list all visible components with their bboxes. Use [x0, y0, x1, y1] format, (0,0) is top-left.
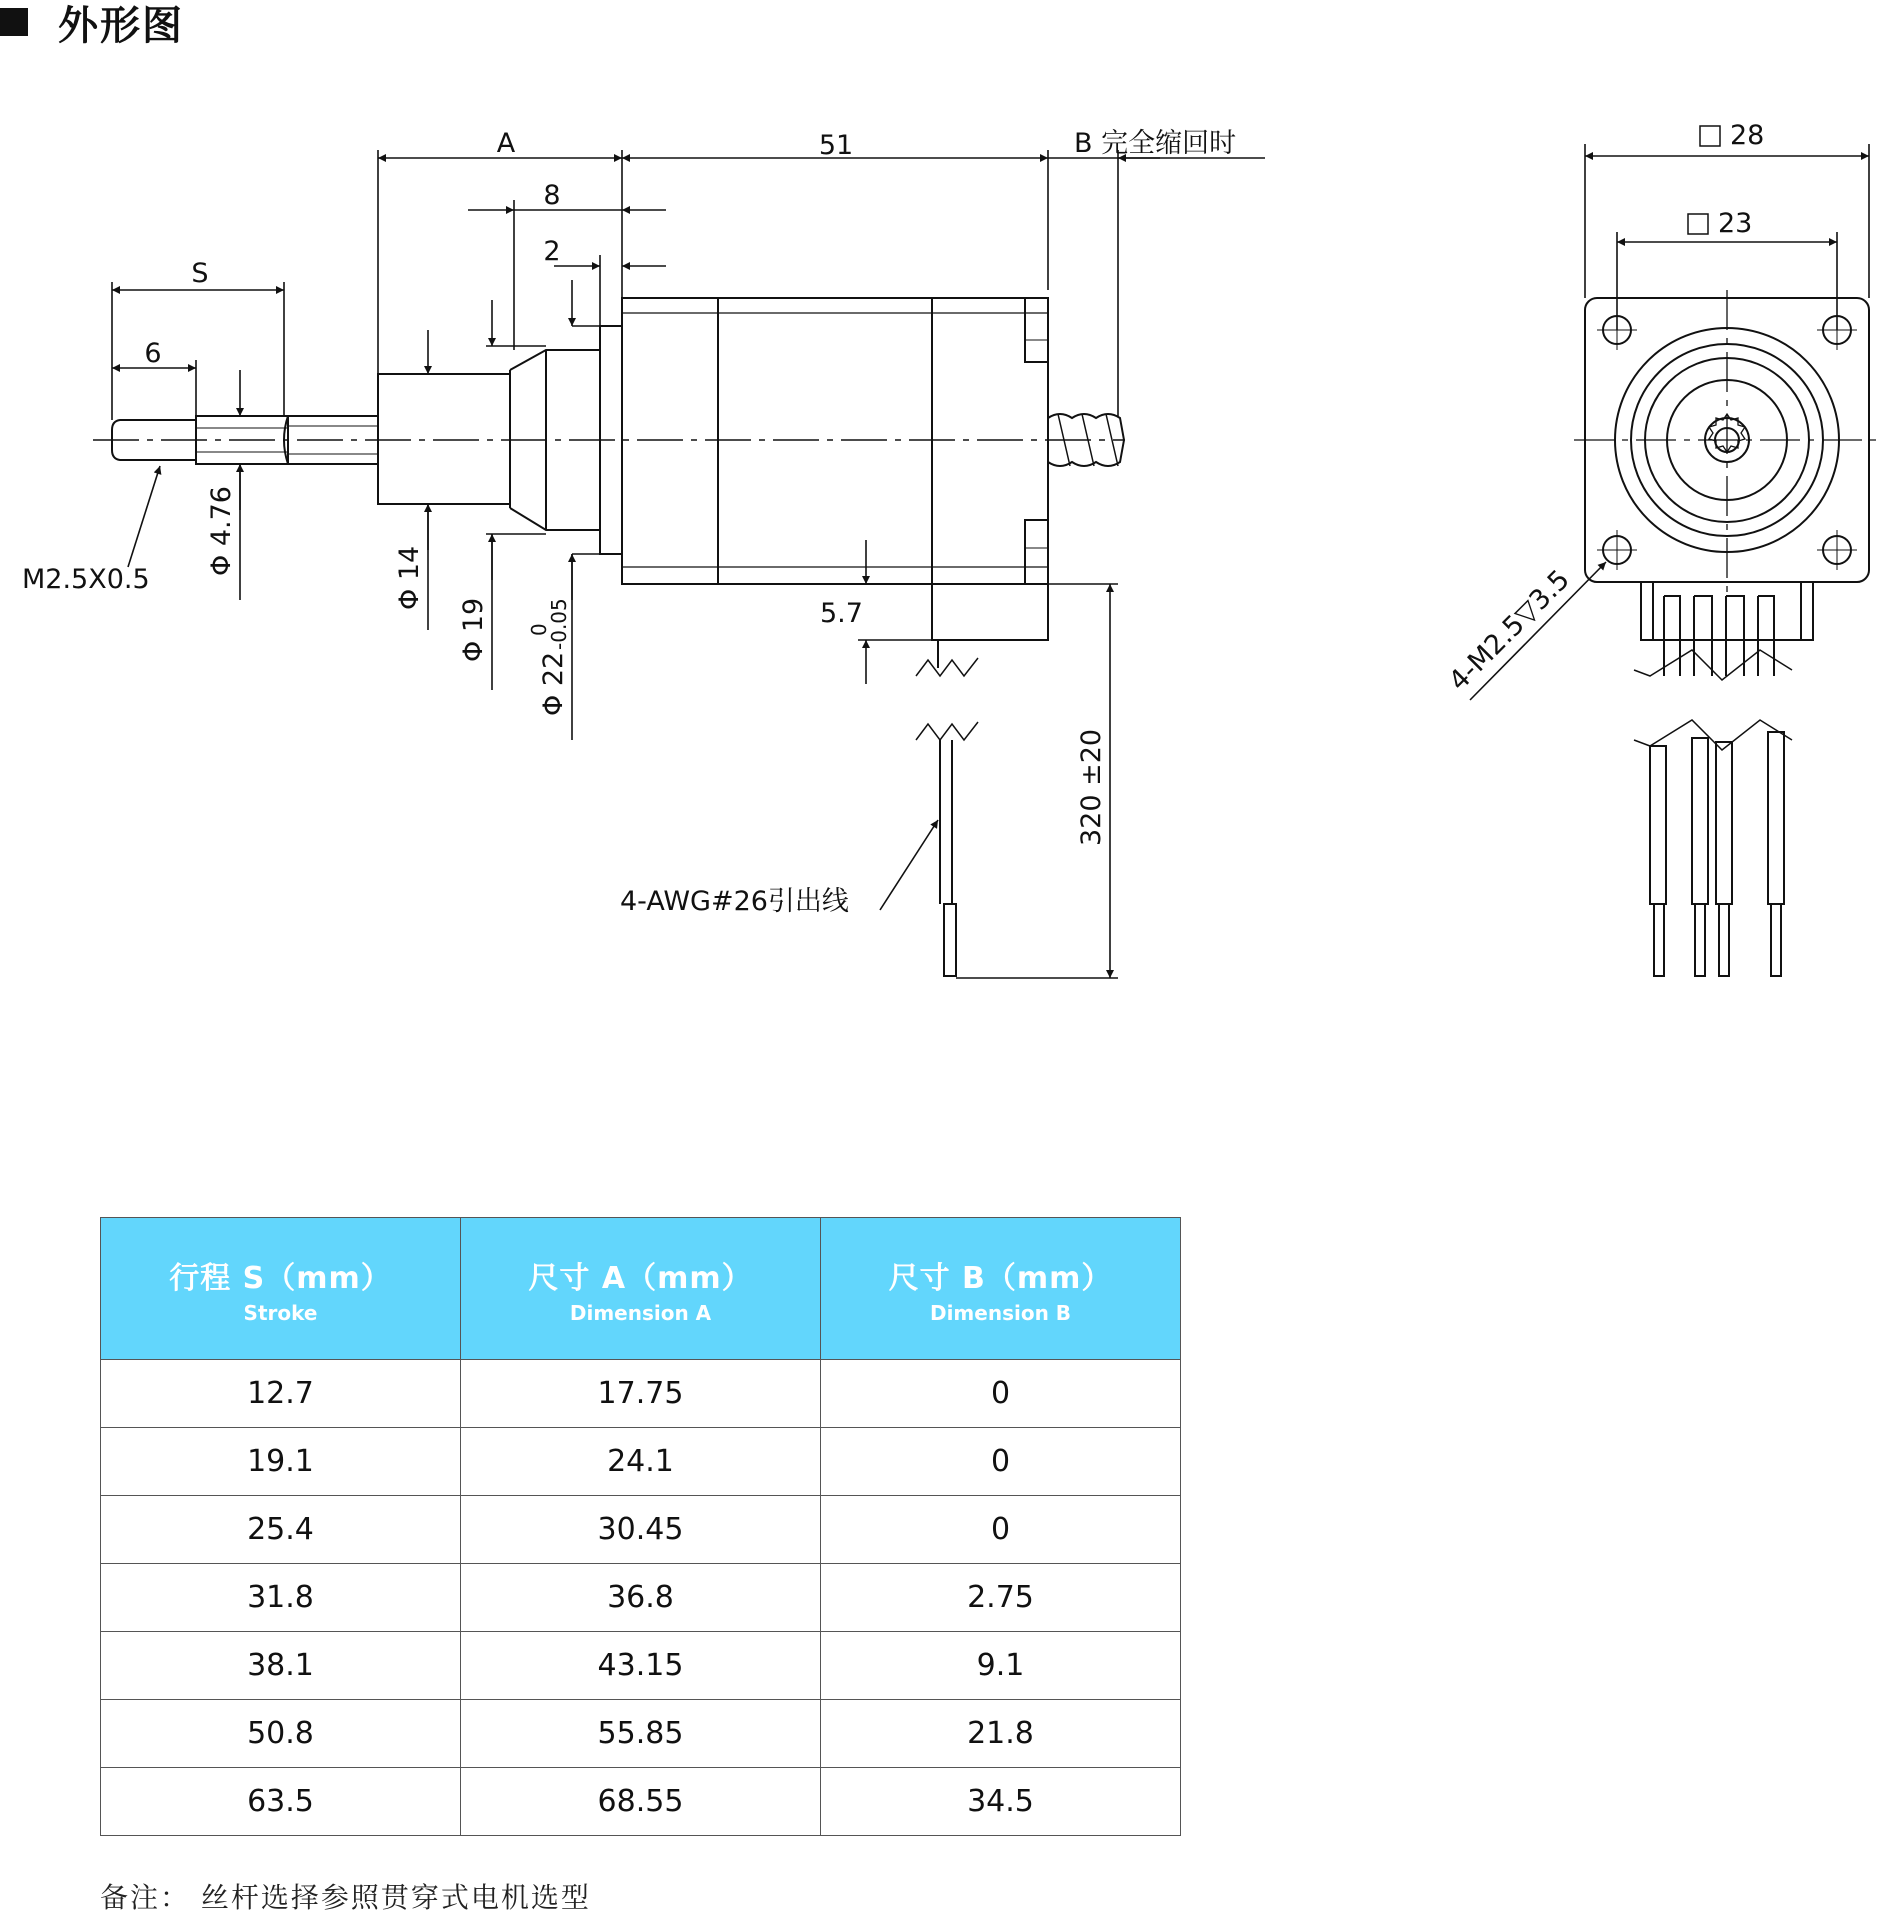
cell-dim-b: 0 [821, 1496, 1181, 1564]
rear-cap-top [1025, 298, 1048, 362]
wire-end [944, 904, 956, 976]
header-dim-b-main: 尺寸 B（mm） [888, 1260, 1113, 1296]
table-header-row [101, 1218, 1181, 1360]
spec-table [100, 1217, 1181, 1836]
thread-label: M2.5X0.5 [22, 564, 150, 595]
square-28-label: 28 [1730, 120, 1765, 151]
square-23-label: 23 [1718, 208, 1753, 239]
dim-8-label: 8 [543, 180, 561, 211]
dia-476-label: Φ 4.76 [206, 486, 237, 576]
footnote: 备注： 丝杆选择参照贯穿式电机选型 [100, 1881, 591, 1914]
cell-dim-b: 34.5 [821, 1768, 1181, 1836]
side-view [93, 298, 1125, 976]
cell-stroke: 12.7 [101, 1360, 461, 1428]
table-row [101, 1632, 1181, 1700]
cell-dim-a: 43.15 [461, 1632, 821, 1700]
dim-A-label: A [496, 128, 516, 159]
header-stroke-sub: Stroke [243, 1300, 318, 1325]
table-row [101, 1360, 1181, 1428]
cell-stroke: 50.8 [101, 1700, 461, 1768]
motor-body [622, 298, 1048, 584]
cell-stroke: 63.5 [101, 1768, 461, 1836]
wire-label: 4-AWG#26引出线 [620, 886, 849, 917]
table-row [101, 1428, 1181, 1496]
section-title: 外形图 [58, 2, 184, 49]
header-dim-a-main: 尺寸 A（mm） [528, 1260, 753, 1296]
header-dim-a [461, 1218, 821, 1360]
cell-dim-a: 17.75 [461, 1360, 821, 1428]
header-stroke-main: 行程 S（mm） [169, 1260, 392, 1296]
table-row [101, 1768, 1181, 1836]
cell-stroke: 19.1 [101, 1428, 461, 1496]
cell-dim-a: 55.85 [461, 1700, 821, 1768]
tolerance-lower: -0.05 [547, 598, 571, 650]
square-symbol-28 [1700, 126, 1720, 146]
table-row [101, 1564, 1181, 1632]
dim-57-label: 5.7 [820, 598, 863, 629]
tolerance-upper: 0 [527, 623, 551, 636]
lead-exit [932, 584, 1048, 640]
header-stroke [101, 1218, 461, 1360]
dim-2-label: 2 [543, 236, 561, 267]
dim-6-label: 6 [144, 338, 162, 369]
dim-B-label: B 完全缩回时 [1074, 128, 1237, 159]
cell-stroke: 25.4 [101, 1496, 461, 1564]
dim-51-label: 51 [818, 130, 854, 161]
cell-dim-a: 36.8 [461, 1564, 821, 1632]
cell-dim-b: 0 [821, 1360, 1181, 1428]
cell-dim-b: 9.1 [821, 1632, 1181, 1700]
rear-cap-bottom [1025, 520, 1048, 584]
holes-label: 4-M2.5▽3.5 [1443, 564, 1576, 697]
cell-stroke: 38.1 [101, 1632, 461, 1700]
side-dimensions [112, 150, 1265, 978]
cell-dim-b: 21.8 [821, 1700, 1181, 1768]
cell-dim-b: 0 [821, 1428, 1181, 1496]
header-dim-a-sub: Dimension A [569, 1300, 712, 1325]
dia-14-label: Φ 14 [394, 545, 425, 610]
table-row [101, 1496, 1181, 1564]
front-boss [378, 374, 510, 504]
front-view [1574, 290, 1880, 976]
lead-length-label: 320 ±20 [1076, 728, 1107, 846]
dim-S-label: S [191, 258, 209, 289]
cell-dim-b: 2.75 [821, 1564, 1181, 1632]
cell-dim-a: 24.1 [461, 1428, 821, 1496]
square-symbol-23 [1688, 214, 1708, 234]
cell-stroke: 31.8 [101, 1564, 461, 1632]
dia-22-label: Φ 22 [538, 651, 569, 716]
table-row [101, 1700, 1181, 1768]
cell-dim-a: 30.45 [461, 1496, 821, 1564]
header-dim-b [821, 1218, 1181, 1360]
dia-19-label: Φ 19 [458, 597, 489, 662]
header-dim-b-sub: Dimension B [929, 1300, 1072, 1325]
cell-dim-a: 68.55 [461, 1768, 821, 1836]
